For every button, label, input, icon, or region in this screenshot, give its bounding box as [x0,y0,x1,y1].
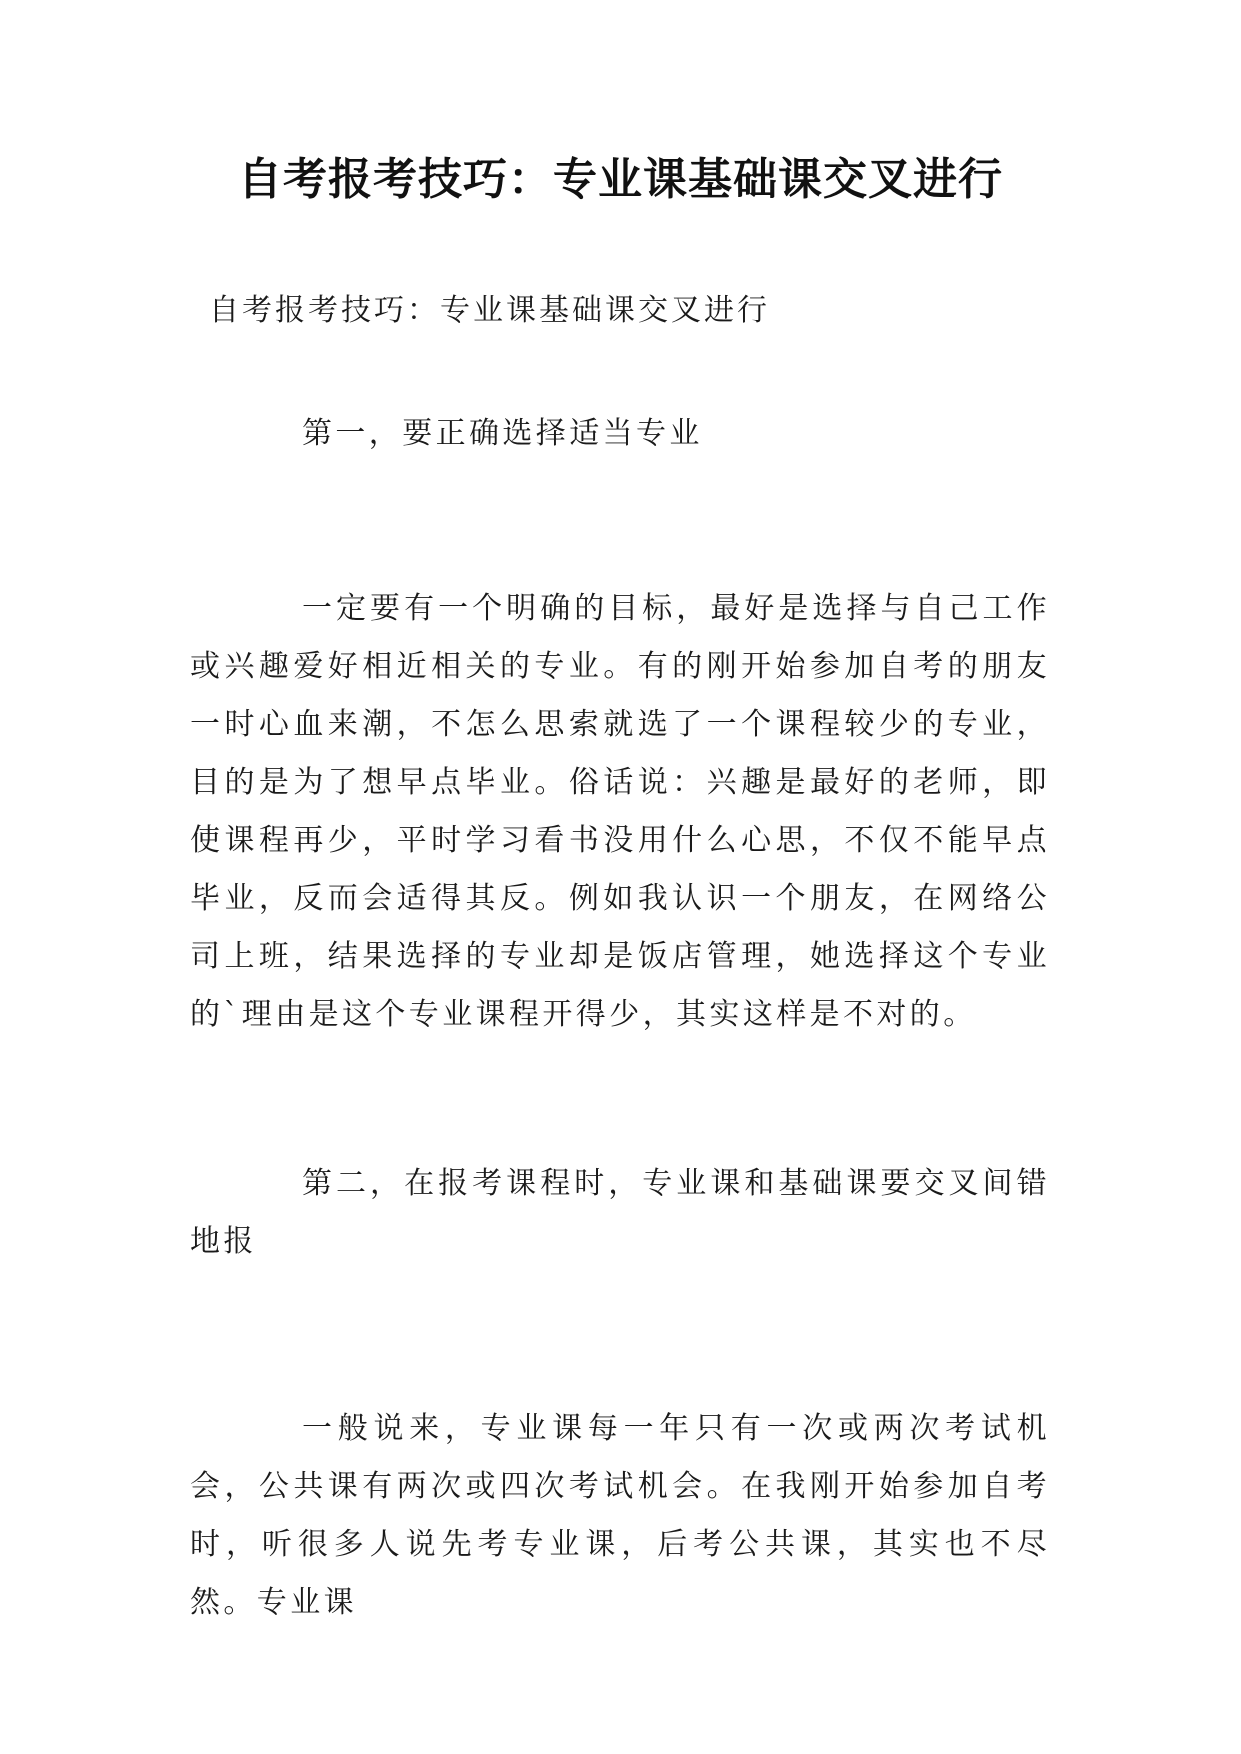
document-title: 自考报考技巧：专业课基础课交叉进行 [238,154,1003,205]
document-subtitle: 自考报考技巧：专业课基础课交叉进行 [209,293,770,328]
section-paragraph-1: 一定要有一个明确的目标，最好是选择与自己工作或兴趣爱好相近相关的专业。有的刚开始参加自考的朋友一时心血来潮，不怎么思索就选了一个课程较少的专业，目的是为了想早点毕业。俗话说：兴趣是最好的老师，即使课程再少，平时学习看书没用什么心思，不仅不能早点毕业，反而会适得其反。例如我认识一个朋友，在网络公司上班，结果选择的专业却是饭店管理，她选择这个专业的`理由是这个专业课程开得少，其实这样是不对的。 [190,591,1050,1032]
section-heading-2: 第二，在报考课程时，专业课和基础课要交叉间错地报 [190,1166,1050,1259]
section-heading-1: 第一，要正确选择适当专业 [302,416,703,451]
section-paragraph-2: 一般说来，专业课每一年只有一次或两次考试机会，公共课有两次或四次考试机会。在我刚开始参加自考时，听很多人说先考专业课，后考公共课，其实也不尽然。专业课 [190,1411,1050,1620]
